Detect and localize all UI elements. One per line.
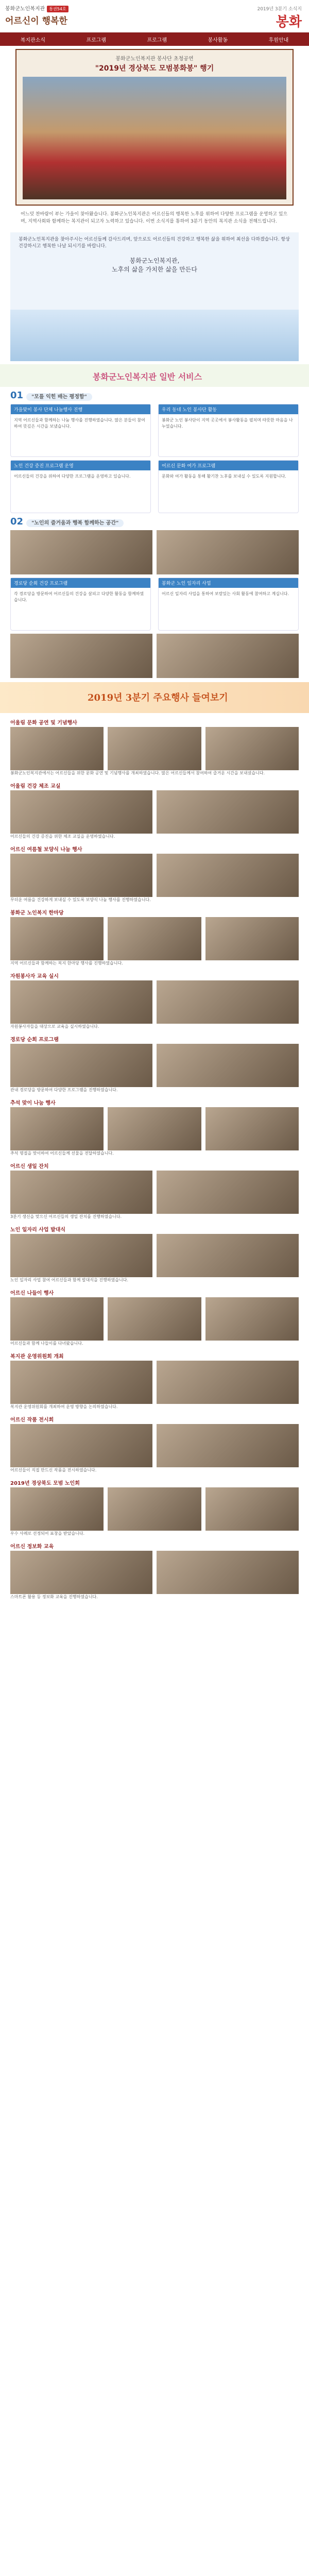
info-card: 가을맞이 봉사 단체 나눔행사 진행 지역 어르신들과 함께하는 나눔 행사를 진행하였습니다. 많은 분들이 참여하여 뜻깊은 시간을 보냈습니다.	[10, 404, 151, 457]
autumn-banner	[0, 682, 309, 713]
event-photo	[157, 1361, 299, 1404]
info-card: 노인 건강 증진 프로그램 운영 어르신들의 건강을 위하여 다양한 프로그램을 운영하고 있습니다.	[10, 460, 151, 513]
event-body: 스마트폰 활용 등 정보화 교육을 진행하였습니다.	[10, 1595, 98, 1599]
event-body: 어르신들과 함께 나들이를 다녀왔습니다.	[10, 1341, 83, 1346]
header	[0, 0, 309, 32]
event-photo	[157, 530, 299, 574]
event-body: 관내 경로당을 방문하여 다양한 프로그램을 진행하였습니다.	[10, 1088, 118, 1092]
event-photo	[205, 1107, 299, 1150]
event-photo	[108, 1297, 201, 1341]
event-item	[10, 1415, 299, 1473]
event-photo	[108, 1487, 201, 1531]
nav-item[interactable]: 프로그램	[86, 37, 107, 43]
event-title: 어르신 생일 잔치	[10, 1164, 49, 1170]
event-title: 복지관 운영위원회 개최	[10, 1354, 64, 1360]
event-photo	[205, 1487, 299, 1531]
event-photo	[10, 1297, 104, 1341]
event-item	[10, 1098, 299, 1157]
event-photo	[10, 1361, 152, 1404]
event-title: 2019년 경상북도 모범 노인회	[10, 1481, 80, 1486]
event-body: 추석 명절을 맞이하여 어르신들께 선물을 전달하였습니다.	[10, 1151, 114, 1156]
event-photo	[157, 854, 299, 897]
event-photo	[10, 1107, 104, 1150]
hero-caption-small: 봉화군노인복지관 봉사단 초청공연	[115, 56, 194, 62]
issue-badge: 통권54호	[47, 6, 68, 12]
hero-photo	[23, 77, 286, 199]
event-photo	[10, 1487, 104, 1531]
event-photo	[10, 1234, 152, 1277]
service-banner	[0, 364, 309, 387]
nav-item[interactable]: 복지관소식	[20, 37, 46, 43]
event-body: 3분기 생신을 맞으신 어르신들의 생일 잔치를 진행하였습니다.	[10, 1214, 122, 1219]
event-item	[10, 1162, 299, 1220]
event-body: 봉화군노인복지관에서는 어르신들을 위한 문화 공연 및 기념행사를 개최하였습니다. 많은 어르신들께서 참여하여 즐거운 시간을 보내셨습니다.	[10, 771, 265, 775]
event-item	[10, 845, 299, 903]
event-item	[10, 1542, 299, 1600]
event-title: 자원봉사자 교육 실시	[10, 974, 59, 979]
event-photo	[157, 790, 299, 834]
event-photo	[10, 790, 152, 834]
event-body: 노인 일자리 사업 참여 어르신들과 함께 발대식을 진행하였습니다.	[10, 1278, 128, 1282]
brand-logo: 봉화	[276, 14, 302, 30]
newsletter-title: 어르신이 행복한	[5, 16, 67, 26]
event-photo	[157, 1171, 299, 1214]
event-title: 어르신 여름철 보양식 나눔 행사	[10, 847, 82, 853]
info-card: 경로당 순회 건강 프로그램 각 경로당을 방문하여 어르신들의 건강을 살피고 다양한 활동을 함께하였습니다.	[10, 578, 151, 631]
event-photo	[10, 1171, 152, 1214]
event-photo	[108, 1107, 201, 1150]
event-title: 어르신 정보화 교육	[10, 1544, 54, 1550]
photo-grid	[10, 634, 299, 678]
greeting-illustration	[10, 310, 299, 361]
autumn-banner-title: 2019년 3분기 주요행사 들여보기	[88, 692, 228, 703]
event-photo	[10, 1044, 152, 1087]
event-title: 경로당 순회 프로그램	[10, 1037, 59, 1043]
event-photo	[10, 917, 104, 960]
event-photo	[205, 727, 299, 770]
event-photo	[10, 634, 152, 678]
photo-grid	[10, 530, 299, 574]
card-row	[10, 578, 299, 631]
event-title: 어르신 나들이 행사	[10, 1291, 54, 1296]
event-photo	[10, 530, 152, 574]
info-card: 봉화군 노인 일자리 사업 어르신 일자리 사업을 통하여 보람있는 사회 활동에 참여하고 계십니다.	[158, 578, 299, 631]
event-photo	[157, 980, 299, 1024]
nav-item[interactable]: 후원안내	[268, 37, 289, 43]
event-body: 지역 어르신들과 함께하는 복지 한마당 행사를 진행하였습니다.	[10, 961, 123, 965]
event-item	[10, 1289, 299, 1347]
event-photo	[205, 1297, 299, 1341]
org-logo: 봉화군노인복지관 통권54호	[5, 4, 68, 12]
event-body: 어르신들의 건강 증진을 위한 체조 교실을 운영하였습니다.	[10, 834, 115, 839]
info-card: 어르신 문화 여가 프로그램 문화와 여가 활동을 통해 활기찬 노후를 보내실 수 있도록 지원합니다.	[158, 460, 299, 513]
greeting-section	[10, 232, 299, 361]
event-photo	[10, 727, 104, 770]
greeting-quote: 봉화군노인복지관, 노후의 삶을 가치한 삶을 만든다	[112, 257, 197, 273]
section-heading-02: 02 "노인의 즐거움과 행복 함께하는 공간"	[10, 516, 299, 527]
event-photo	[157, 634, 299, 678]
event-item	[10, 1035, 299, 1093]
event-body: 어르신들이 직접 만드신 작품을 전시하였습니다.	[10, 1468, 97, 1472]
event-title: 추석 맞이 나눔 행사	[10, 1100, 56, 1106]
section-heading-01: 01 "모를 익힌 배는 평정함"	[10, 390, 299, 401]
event-item	[10, 1352, 299, 1410]
event-photo	[10, 980, 152, 1024]
hero-caption-large: "2019년 경상북도 모범봉화봉" 행기	[95, 64, 214, 73]
event-body: 우수 사례로 선정되어 표창을 받았습니다.	[10, 1531, 85, 1536]
event-photo	[108, 917, 201, 960]
card-row	[10, 404, 299, 457]
hero-section	[15, 49, 294, 206]
event-photo	[10, 854, 152, 897]
nav-item[interactable]: 봉사활동	[208, 37, 228, 43]
event-body: 무더운 여름을 건강하게 보내실 수 있도록 보양식 나눔 행사를 진행하였습니다.	[10, 897, 151, 902]
event-item	[10, 782, 299, 840]
event-item	[10, 972, 299, 1030]
event-photo	[10, 1424, 152, 1467]
event-item	[10, 908, 299, 967]
event-title: 노인 일자리 사업 발대식	[10, 1227, 66, 1233]
event-body: 복지관 운영위원회를 개최하여 운영 방향을 논의하였습니다.	[10, 1404, 118, 1409]
event-photo	[157, 1424, 299, 1467]
info-card: 우리 동네 노인 봉사단 활동 봉화군 노인 봉사단이 지역 곳곳에서 봉사활동을 펼치며 따뜻한 마음을 나누었습니다.	[158, 404, 299, 457]
event-photo	[108, 727, 201, 770]
event-photo	[205, 917, 299, 960]
event-title: 어울림 건강 체조 교실	[10, 784, 61, 789]
event-item	[10, 718, 299, 776]
event-body: 자원봉사자들을 대상으로 교육을 실시하였습니다.	[10, 1024, 99, 1029]
event-photo	[10, 1551, 152, 1594]
service-banner-title: 봉화군노인복지관 일반 서비스	[93, 372, 202, 382]
intro-text: 어느덧 찬바람이 부는 가을이 찾아왔습니다. 봉화군노인복지관은 어르신들의 행복한 노후를 위하여 다양한 프로그램을 운영하고 있으며, 지역사회와 함께하는 복지관이 되고자 노력하고 있습니다. 이번 소식지를 통하여 3분기 동안의 복지관 소식을 전해드립니다.	[21, 212, 288, 224]
event-list	[0, 718, 309, 1600]
greeting-text: 봉화군노인복지관을 찾아주시는 어르신들께 감사드리며, 앞으로도 어르신들의 건강하고 행복한 삶을 위하여 최선을 다하겠습니다. 항상 건강하시고 행복한 나날 되시기를 바랍니다.	[19, 237, 290, 249]
event-title: 어르신 작품 전시회	[10, 1417, 54, 1423]
top-nav	[0, 32, 309, 46]
card-row	[10, 460, 299, 513]
event-title: 봉화군 노인복지 한마당	[10, 910, 64, 916]
event-photo	[157, 1234, 299, 1277]
event-photo	[157, 1551, 299, 1594]
event-item	[10, 1225, 299, 1283]
nav-item[interactable]: 프로그램	[147, 37, 167, 43]
event-photo	[157, 1044, 299, 1087]
event-item	[10, 1479, 299, 1537]
event-title: 어울림 문화 공연 및 기념행사	[10, 720, 77, 726]
newsletter-subtitle: 2019년 3분기 소식지	[257, 7, 302, 12]
